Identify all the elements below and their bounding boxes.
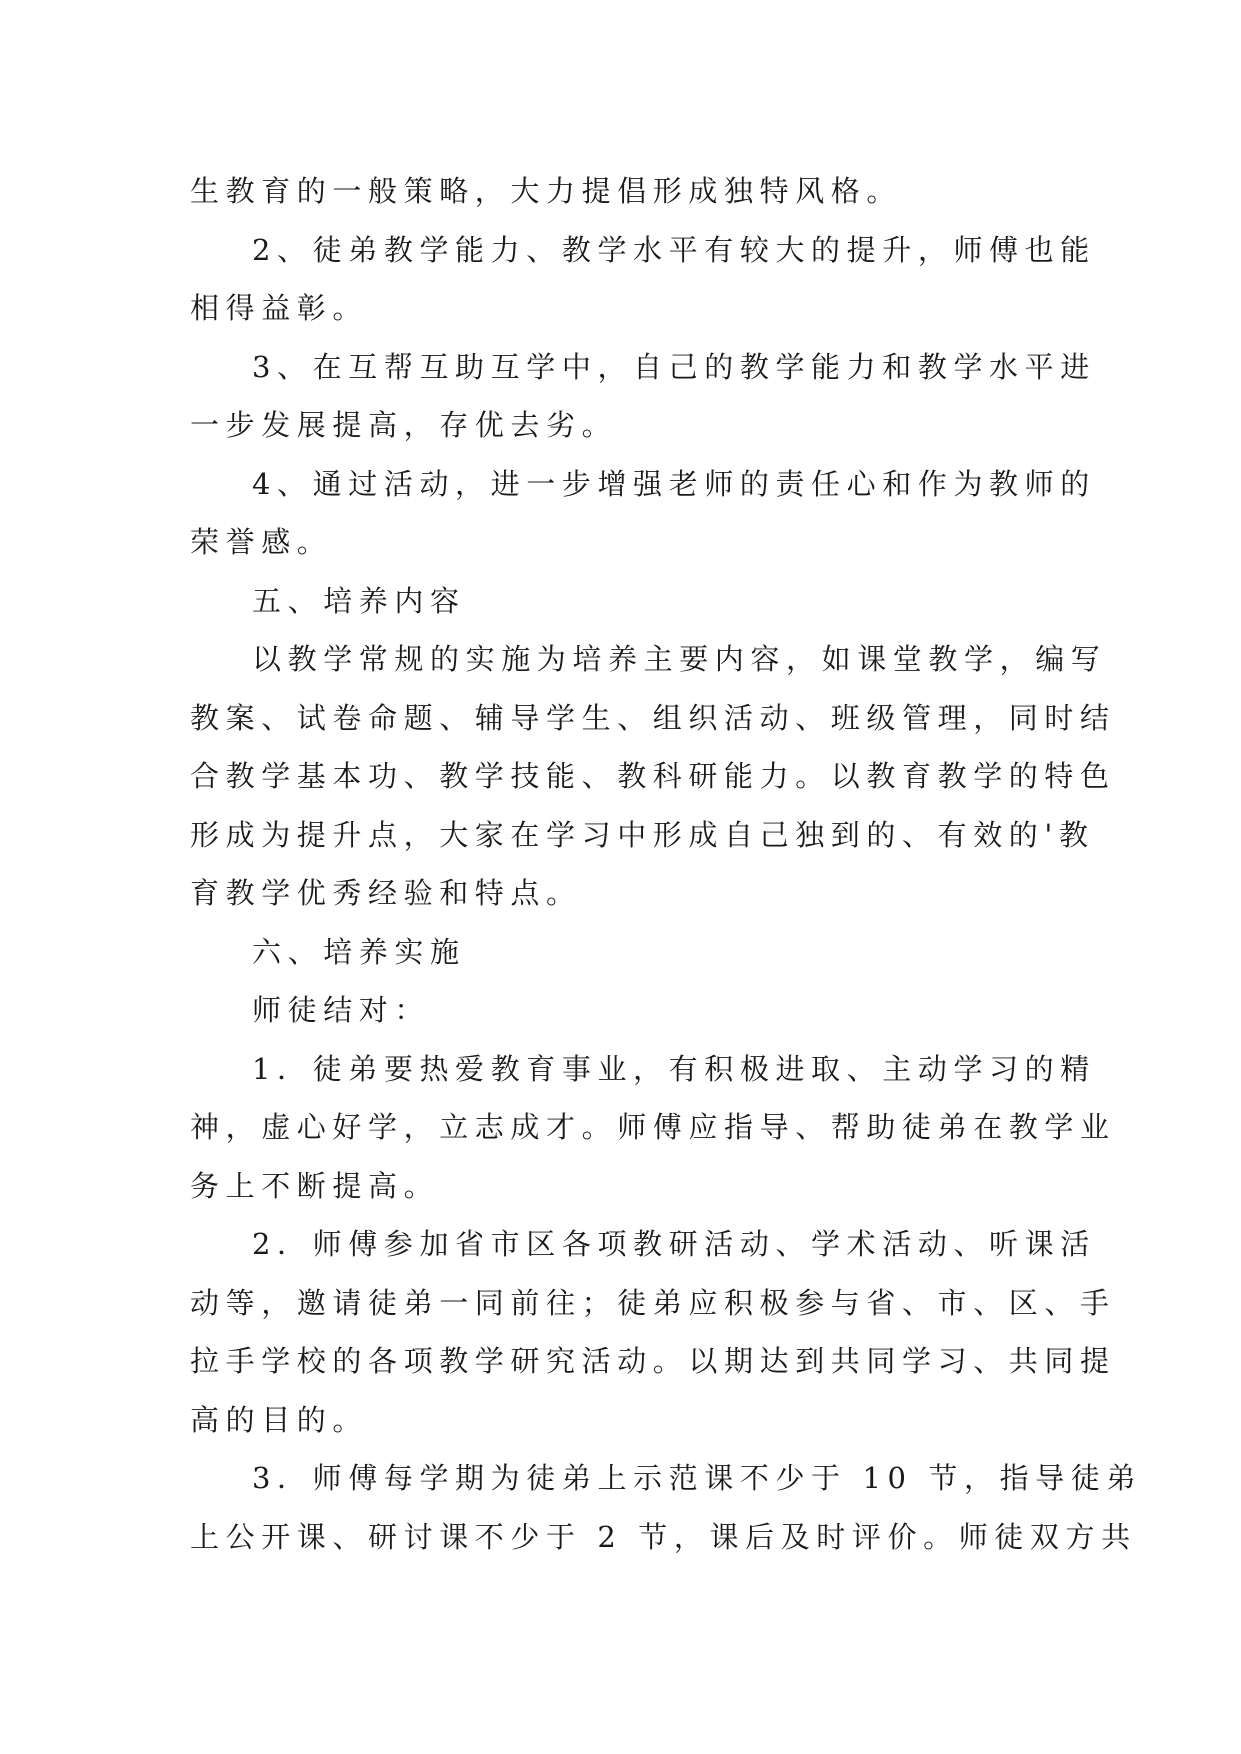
text-line: 上公开课、研讨课不少于 2 节，课后及时评价。师徒双方共 xyxy=(190,1519,1137,1554)
document-body xyxy=(190,162,1142,1566)
text-line: 形成为提升点，大家在学习中形成自己独到的、有效的'教 xyxy=(190,817,1095,852)
text-line: 高的目的。 xyxy=(190,1402,369,1437)
text-line: 一步发展提高，存优去劣。 xyxy=(190,408,618,442)
text-line: 以教学常规的实施为培养主要内容，如课堂教学，编写 xyxy=(252,642,1107,676)
text-line: 务上不断提高。 xyxy=(190,1168,440,1203)
text-line: 动等，邀请徒弟一同前往；徒弟应积极参与省、市、区、手 xyxy=(190,1285,1116,1320)
text-line: 1．徒弟要热爱教育事业，有积极进取、主动学习的精 xyxy=(252,1051,1096,1086)
text-line: 生教育的一般策略，大力提倡形成独特风格。 xyxy=(190,174,903,208)
subheading: 师徒结对： xyxy=(252,993,431,1027)
text-line: 教案、试卷命题、辅导学生、组织活动、班级管理，同时结 xyxy=(190,700,1116,735)
text-line: 神，虚心好学，立志成才。师傅应指导、帮助徒弟在教学业 xyxy=(190,1110,1116,1144)
section-heading: 五、培养内容 xyxy=(252,583,466,618)
text-line: 2．师傅参加省市区各项教研活动、学术活动、听课活 xyxy=(252,1227,1096,1261)
text-line: 育教学优秀经验和特点。 xyxy=(190,876,582,910)
section-heading: 六、培养实施 xyxy=(252,934,466,969)
text-line: 4、通过活动，进一步增强老师的责任心和作为教师的 xyxy=(252,466,1096,501)
text-line: 合教学基本功、教学技能、教科研能力。以教育教学的特色 xyxy=(190,759,1116,793)
text-line: 2、徒弟教学能力、教学水平有较大的提升，师傅也能 xyxy=(252,232,1096,267)
text-line: 3．师傅每学期为徒弟上示范课不少于 10 节，指导徒弟 xyxy=(252,1461,1142,1495)
text-line: 3、在互帮互助互学中，自己的教学能力和教学水平进 xyxy=(252,349,1096,384)
text-line: 拉手学校的各项教学研究活动。以期达到共同学习、共同提 xyxy=(190,1344,1116,1378)
text-line: 相得益彰。 xyxy=(190,291,369,325)
text-line: 荣誉感。 xyxy=(190,525,333,559)
